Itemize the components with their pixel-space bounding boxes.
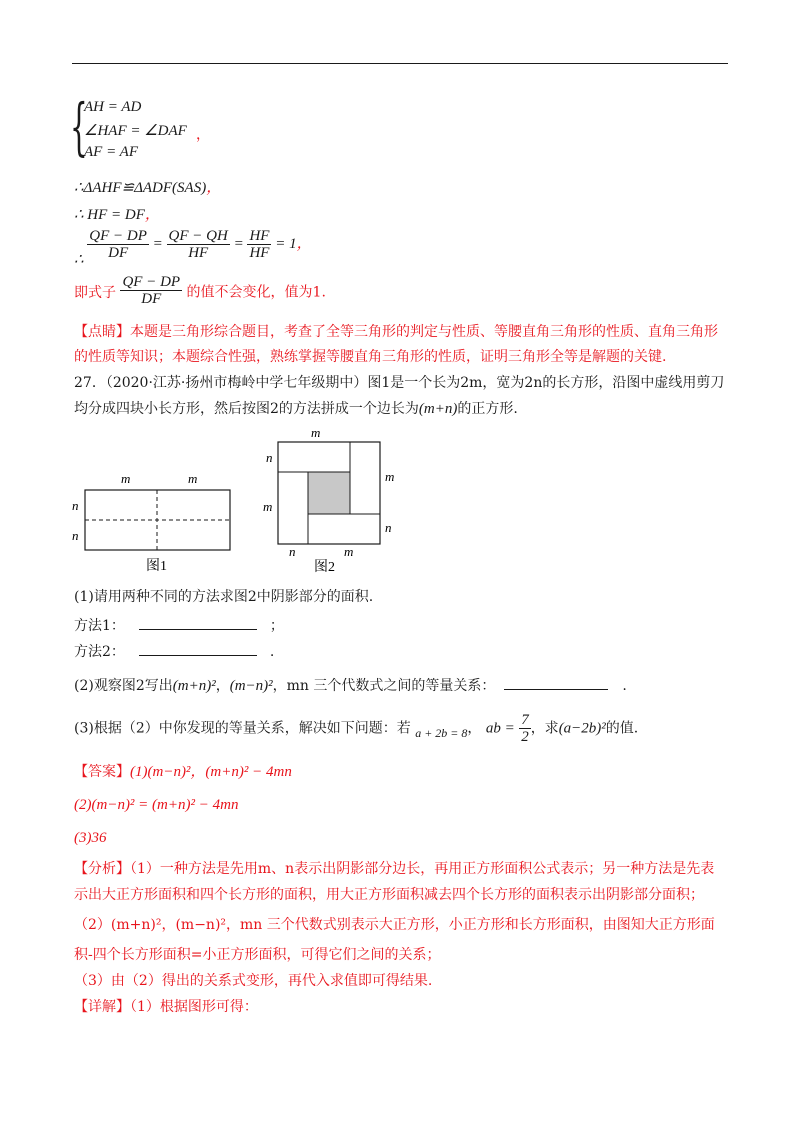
figure-1-label-n2: n (72, 528, 79, 543)
question-2 (74, 675, 627, 695)
question-2-blank[interactable] (504, 689, 608, 690)
hf-df-text: ∴ HF = DF (74, 207, 145, 223)
problem-line-2-a: 均分成四块小长方形，然后按图2的方法拼成一个边长为 (74, 401, 419, 417)
question-2-a: (2)观察图2写出 (74, 678, 173, 694)
problem-line-1: 27．（2020·江苏·扬州市梅岭中学七年级期中）图1是一个长为2m，宽为2n的长方形，沿图中虚线用剪刀 (74, 375, 725, 391)
system-brace: { (70, 90, 88, 163)
figure-2-label-left-m: m (263, 499, 273, 514)
method-2-end: . (269, 644, 275, 660)
question-3-fraction-den: 2 (521, 729, 529, 745)
figure-1-label-n1: n (72, 498, 79, 513)
method-1-row (74, 615, 284, 635)
question-2-expr2: (m−n)² (229, 678, 273, 694)
figure-1-label-m2: m (188, 471, 198, 486)
fraction-3-num: HF (249, 228, 270, 244)
question-3-c: 的值. (605, 720, 639, 737)
method-2-label: 方法2： (74, 644, 125, 660)
answer-2: (2)(m−n)² = (m+n)² − 4mn (74, 797, 239, 813)
hf-df-statement (74, 203, 160, 224)
problem-line-2 (74, 398, 518, 418)
question-2-expr1: (m+n)² (172, 678, 216, 694)
question-3-sep: ， (467, 720, 482, 737)
question-2-b: ，mn 三个代数式之间的等量关系： (272, 678, 496, 694)
fraction-1-den: DF (108, 245, 129, 261)
question-3-b: ，求 (530, 720, 559, 737)
fraction-2-num: QF − QH (168, 228, 228, 244)
question-3-fraction (519, 712, 531, 745)
figure-1-label-m1: m (121, 471, 131, 486)
conclusion-prefix: 即式子 (74, 284, 116, 301)
analysis-line-2: 示出大正方形面积和四个长方形的面积，用大正方形面积减去四个长方形的面积表示出阴影部分面积； (74, 887, 704, 903)
question-3-cond2: ab = (485, 720, 515, 737)
conclusion-suffix: 的值不会变化，值为1. (186, 284, 326, 301)
problem-line-2-b: 的正方形. (457, 401, 518, 417)
figure-2-label-top-m: m (311, 425, 321, 440)
therefore-symbol: ∴ (74, 251, 84, 268)
conclusion-fraction-den: DF (141, 291, 162, 307)
header-rule (72, 63, 728, 64)
system-eq2: ∠HAF = ∠DAF (84, 123, 187, 139)
fraction-2 (167, 228, 230, 261)
figure-1-caption: 图1 (146, 559, 167, 574)
question-3-fraction-num: 7 (521, 712, 529, 728)
question-3-cond1: a + 2b = 8 (415, 725, 468, 740)
analysis-line-3: （2）(m+n)²，(m−n)²，mn 三个代数式别表示大正方形，小正方形和长方形面积，由图知大正方形面 (74, 917, 715, 933)
answer-3: (3)36 (74, 830, 107, 846)
answer-label: 【答案】 (74, 764, 130, 780)
analysis-line-4: 积-四个长方形面积=小正方形面积，可得它们之间的关系； (74, 947, 441, 963)
fraction-1 (87, 228, 149, 261)
system-comma: ， (196, 127, 210, 143)
question-3-expr: (a−2b)² (558, 720, 606, 737)
figure-2-label-left-n: n (266, 450, 273, 465)
question-3-a: (3)根据（2）中你发现的等量关系，解决如下问题：若 (74, 720, 411, 737)
conclusion-fraction-num: QF − DP (122, 274, 181, 290)
figure-1 (60, 468, 250, 580)
answer-line-1 (74, 760, 292, 781)
conclusion-line (74, 276, 326, 309)
question-2-end: . (622, 678, 627, 694)
system-eq3: AF = AF (84, 144, 139, 160)
figure-2-left-rect (278, 472, 308, 544)
fraction-3-den: HF (249, 245, 270, 261)
congruence-statement (74, 176, 221, 197)
analysis-line-5: （3）由（2）得出的关系式变形，再代入求值即可得结果. (74, 973, 433, 989)
system-eq1: AH = AD (84, 99, 142, 115)
congruence-comma: ， (206, 180, 222, 196)
problem-line-2-math: (m+n) (418, 401, 458, 417)
ratio-result: = 1 (275, 235, 297, 252)
question-1: (1)请用两种不同的方法求图2中阴影部分的面积. (74, 589, 374, 605)
method-1-label: 方法1： (74, 618, 125, 634)
question-3 (74, 712, 638, 745)
method-2-row (74, 641, 274, 661)
comment-line-2: 的性质等知识；本题综合性强，熟练掌握等腰直角三角形的性质，证明三角形全等是解题的关键. (74, 349, 667, 365)
question-2-sep: ， (215, 678, 230, 694)
analysis-line-6: 【详解】（1）根据图形可得： (74, 999, 258, 1015)
figure-2-label-right-m: m (385, 469, 395, 484)
figure-2-bottom-rect (308, 514, 380, 544)
figure-2-caption: 图2 (314, 560, 335, 574)
figure-2-label-right-n: n (385, 520, 392, 535)
fraction-2-den: HF (188, 245, 209, 261)
congruence-text: ∴ΔAHF≌ΔADF(SAS) (74, 180, 207, 196)
answer-1: (1)(m−n)²，(m+n)² − 4mn (130, 764, 292, 780)
method-2-blank[interactable] (139, 655, 257, 656)
fraction-1-num: QF − DP (89, 228, 147, 244)
analysis-line-1: 【分析】（1）一种方法是先用m、n表示出阴影部分边长，再用正方形面积公式表示；另一种方法是先表 (74, 861, 715, 877)
figure-2-top-rect (278, 442, 350, 472)
figure-2-label-bottom-n: n (289, 544, 296, 559)
ratio-comma: ， (296, 235, 312, 252)
conclusion-fraction (120, 274, 182, 307)
figure-2-right-rect (350, 442, 380, 514)
method-1-blank[interactable] (139, 629, 257, 630)
method-1-end: ； (269, 618, 284, 634)
fraction-3 (247, 228, 271, 261)
figure-2-label-bottom-m: m (344, 544, 354, 559)
figure-2-shaded-square (308, 472, 350, 514)
ratio-equation: ∴ $\frac{QF - DP}{DF}$ = $\frac{QF - QH}{HF}$ = $\frac{HF}{HF}$ = 1， (74, 228, 312, 268)
comment-line-1: 【点睛】本题是三角形综合题目，考查了全等三角形的判定与性质、等腰直角三角形的性质、直角三角形 (74, 324, 718, 340)
figure-2 (258, 424, 403, 574)
hf-df-comma: ， (144, 207, 160, 223)
